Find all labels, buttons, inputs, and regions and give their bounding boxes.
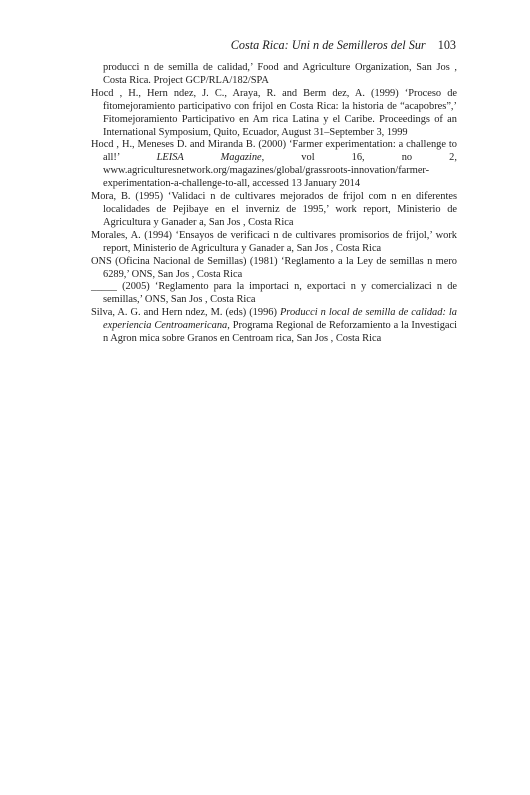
- reference-text: Hocd , H., Meneses D. and Miranda B. (2000) ‘Farmer experimentation: a challenge to all!’: [91, 139, 457, 164]
- reference-entry: [91, 256, 457, 282]
- reference-text-after: , vol 16, no 2, www.agriculturesnetwork.org/magazines/global/grassroots-innovation/farmer-experimentation-a-challenge-to-all, accessed 13 January 2014: [103, 152, 457, 190]
- reference-entry: [91, 191, 457, 230]
- reference-text: producci n de semilla de calidad,’ Food and Agriculture Organization, San Jos , Costa Rica. Project GCP/RLA/182/SPA: [103, 62, 457, 86]
- reference-entry: [91, 139, 457, 191]
- reference-entry: [91, 88, 457, 140]
- reference-entry: [91, 230, 457, 256]
- reference-entry: [91, 307, 457, 346]
- reference-entry: [91, 62, 457, 88]
- reference-text: Morales, A. (1994) ‘Ensayos de verificaci n de cultivares promisorios de frijol,’ work report, Ministerio de Agricultura y Ganader a, San Jos , Costa Rica: [91, 229, 457, 254]
- running-title: Costa Rica: Uni n de Semilleros del Sur: [230, 38, 426, 52]
- reference-entry: [91, 281, 457, 307]
- reference-text: Silva, A. G. and Hern ndez, M. (eds) (1996): [91, 307, 280, 319]
- page-number: 103: [437, 38, 456, 52]
- reference-title: LEISA Magazine: [156, 152, 262, 164]
- reference-text: _____ (2005) ‘Reglamento para la importaci n, exportaci n y comercializaci n de semillas,’ ONS, San Jos , Costa Rica: [91, 281, 457, 306]
- reference-text: Mora, B. (1995) ‘Validaci n de cultivares mejorados de frijol com n en diferentes localidades de Pejibaye en el inverniz de 1995,’ work report, Ministerio de Agricultura y Ganader a, San Jos , Costa Rica: [91, 191, 457, 228]
- reference-text-after: , Programa Regional de Reforzamiento a la Investigaci n Agron mica sobre Granos en Centroam rica, San Jos , Costa Rica: [103, 320, 458, 345]
- reference-text: Hocd , H., Hern ndez, J. C., Araya, R. and Berm dez, A. (1999) ‘Proceso de fitomejoramiento participativo con frijol en Costa Rica: la historia de “acapobres”,’ Fitomejoramiento Participativo en Am rica Latina y el Caribe. Proceedings of an International Symposium, Quito, Ecuador, August 31–September 3, 1999: [91, 87, 457, 138]
- reference-list: [91, 62, 457, 346]
- reference-text: ONS (Oficina Nacional de Semillas) (1981) ‘Reglamento a la Ley de semillas n mero 6289,’ ONS, San Jos , Costa Rica: [91, 255, 457, 280]
- running-header: [231, 37, 456, 53]
- reference-title: Producci n local de semilla de calidad: la experiencia Centroamericana: [103, 307, 457, 332]
